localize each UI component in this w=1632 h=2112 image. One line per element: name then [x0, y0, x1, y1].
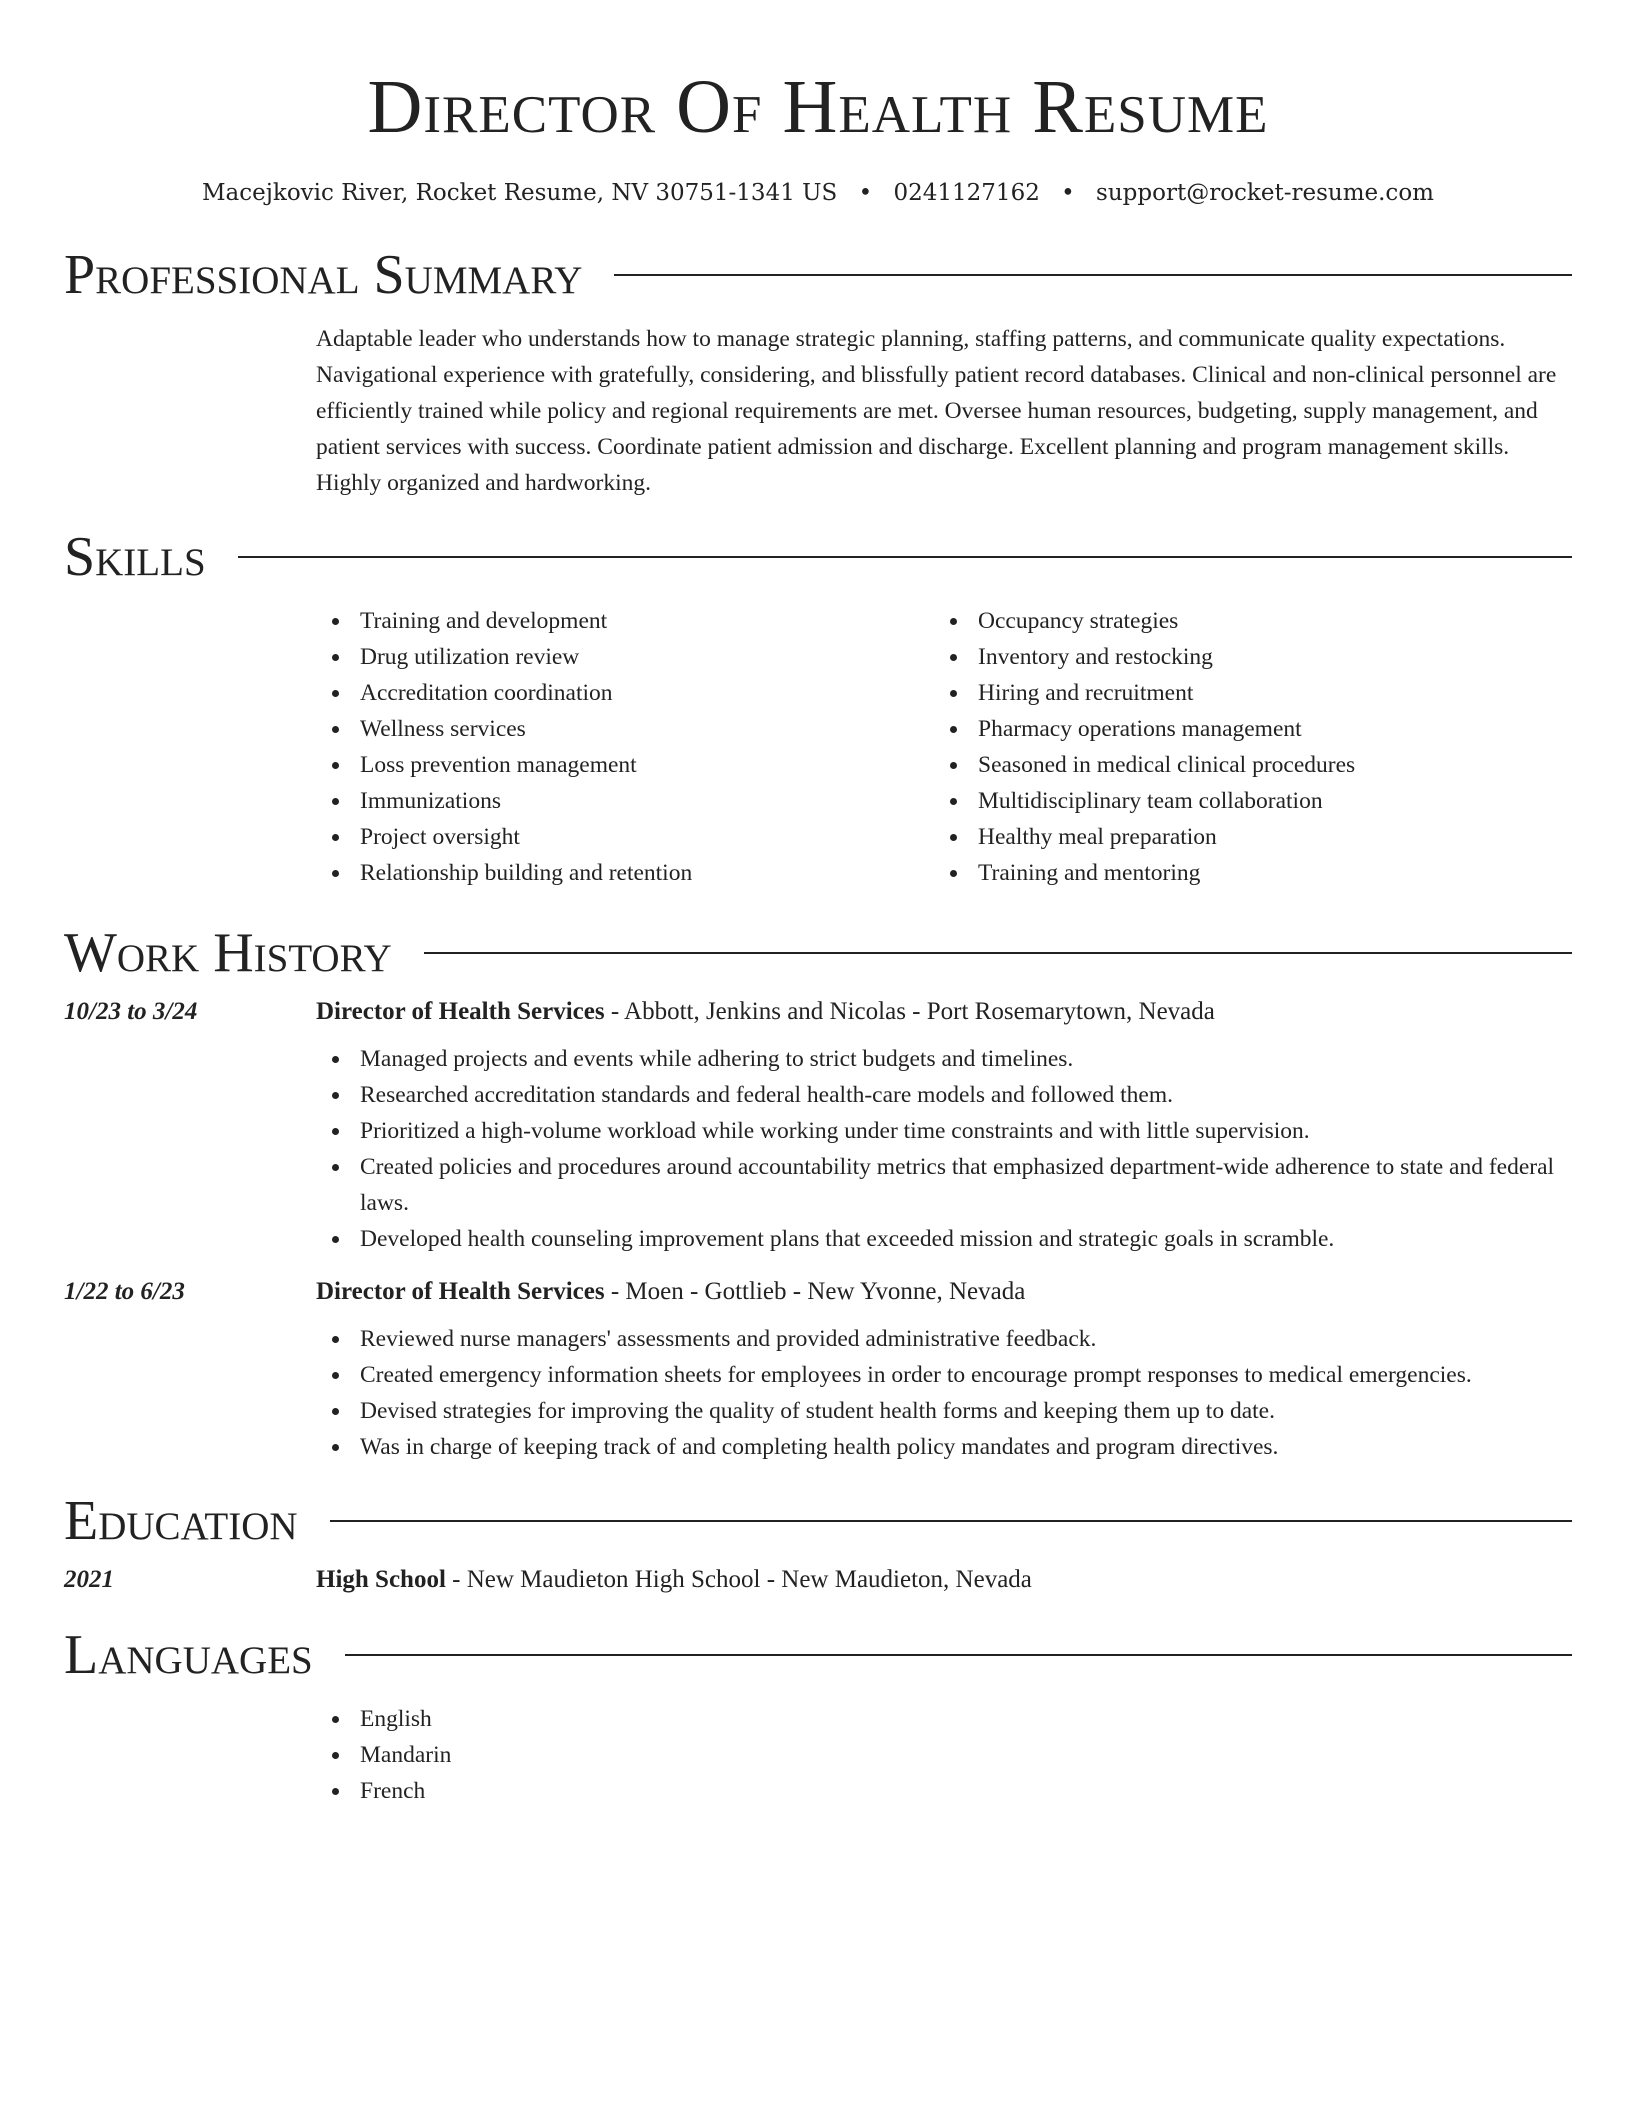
skill-item: Relationship building and retention [316, 855, 934, 891]
job-entry [64, 1273, 1572, 1465]
skills-section [64, 517, 1572, 891]
skill-item: Accreditation coordination [316, 675, 934, 711]
section-title: Skills [64, 526, 206, 588]
skills-content [316, 603, 1572, 891]
contact-phone: 0241127162 [893, 180, 1040, 206]
education-section [64, 1481, 1572, 1599]
skill-item: Multidisciplinary team collaboration [934, 783, 1554, 819]
section-header [64, 1481, 1572, 1561]
job-bullets [316, 1041, 1572, 1257]
job-title: Director of Health Services [316, 1278, 605, 1305]
section-title: Work History [64, 922, 392, 984]
job-header [64, 993, 1572, 1031]
job-bullet: Devised strategies for improving the quality of student health forms and keeping them up to date. [316, 1393, 1572, 1429]
job-bullet: Created policies and procedures around accountability metrics that emphasized department-wide adherence to state and federal laws. [316, 1149, 1572, 1221]
skill-item: Inventory and restocking [934, 639, 1554, 675]
section-rule [424, 952, 1572, 954]
section-rule [614, 274, 1572, 276]
skill-item: Pharmacy operations management [934, 711, 1554, 747]
job-bullet: Prioritized a high-volume workload while working under time constraints and with little supervision. [316, 1113, 1572, 1149]
job-bullet: Managed projects and events while adhering to strict budgets and timelines. [316, 1041, 1572, 1077]
contact-address: Macejkovic River, Rocket Resume, NV 30751-1341 US [202, 180, 838, 206]
skill-item: Wellness services [316, 711, 934, 747]
education-line [316, 1561, 1572, 1599]
section-rule [330, 1520, 1572, 1522]
section-header [64, 235, 1572, 315]
job-bullet: Reviewed nurse managers' assessments and provided administrative feedback. [316, 1321, 1572, 1357]
job-bullet: Developed health counseling improvement plans that exceeded mission and strategic goals in scramble. [316, 1221, 1572, 1257]
contact-line [64, 178, 1572, 208]
summary-section [64, 235, 1572, 501]
job-title-line [316, 993, 1572, 1031]
job-header [64, 1273, 1572, 1311]
language-item: Mandarin [316, 1737, 1572, 1773]
skill-item: Drug utilization review [316, 639, 934, 675]
education-entry [64, 1561, 1572, 1599]
languages-list [316, 1701, 1572, 1809]
resume-title: Director Of Health Resume [367, 65, 1269, 149]
job-dates: 10/23 to 3/24 [64, 998, 198, 1025]
job-details: - Moen - Gottlieb - New Yvonne, Nevada [604, 1278, 1026, 1305]
work-section [64, 913, 1572, 1465]
contact-separator: • [1061, 180, 1075, 206]
job-entry [64, 993, 1572, 1257]
skill-item: Loss prevention management [316, 747, 934, 783]
section-title: Languages [64, 1624, 313, 1686]
contact-separator: • [858, 180, 873, 206]
skill-item: Immunizations [316, 783, 934, 819]
resume-page [64, 0, 1572, 1809]
education-year: 2021 [64, 1566, 114, 1593]
skill-item: Training and development [316, 603, 934, 639]
summary-text: Adaptable leader who understands how to manage strategic planning, staffing patterns, and communicate quality expectations. Navigational experience with gratefully, considering, and blissfully patient record databases. Clinical and non-clinical personnel are efficiently trained while policy and regional requirements are met. Oversee human resources, budgeting, supply management, and patient services with success. Coordinate patient admission and discharge. Excellent planning and program management skills. Highly organized and hardworking. [316, 326, 1557, 496]
skill-item: Seasoned in medical clinical procedures [934, 747, 1554, 783]
skill-item: Occupancy strategies [934, 603, 1554, 639]
section-rule [238, 556, 1572, 558]
job-details: - Abbott, Jenkins and Nicolas - Port Rosemarytown, Nevada [604, 998, 1215, 1025]
skill-item: Training and mentoring [934, 855, 1554, 891]
language-item: French [316, 1773, 1572, 1809]
job-bullet: Researched accreditation standards and federal health-care models and followed them. [316, 1077, 1572, 1113]
job-dates: 1/22 to 6/23 [64, 1278, 185, 1305]
skills-column-2 [934, 603, 1554, 891]
languages-content [316, 1701, 1572, 1809]
section-header [64, 517, 1572, 597]
section-title: Professional Summary [64, 244, 583, 306]
job-title-line [316, 1273, 1572, 1311]
job-bullets [316, 1321, 1572, 1465]
job-bullet: Was in charge of keeping track of and completing health policy mandates and program directives. [316, 1429, 1572, 1465]
contact-email: support@rocket-resume.com [1096, 180, 1434, 206]
education-degree: High School [316, 1566, 446, 1593]
job-title: Director of Health Services [316, 998, 605, 1025]
skills-column-1 [316, 603, 934, 891]
skill-item: Healthy meal preparation [934, 819, 1554, 855]
skill-item: Hiring and recruitment [934, 675, 1554, 711]
section-header [64, 913, 1572, 993]
language-item: English [316, 1701, 1572, 1737]
section-header [64, 1615, 1572, 1695]
education-details: - New Maudieton High School - New Maudieton, Nevada [445, 1566, 1032, 1593]
skill-item: Project oversight [316, 819, 934, 855]
job-bullet: Created emergency information sheets for employees in order to encourage prompt responses to medical emergencies. [316, 1357, 1572, 1393]
languages-section [64, 1615, 1572, 1809]
summary-content [316, 321, 1572, 501]
section-rule [345, 1654, 1572, 1656]
section-title: Education [64, 1490, 298, 1552]
